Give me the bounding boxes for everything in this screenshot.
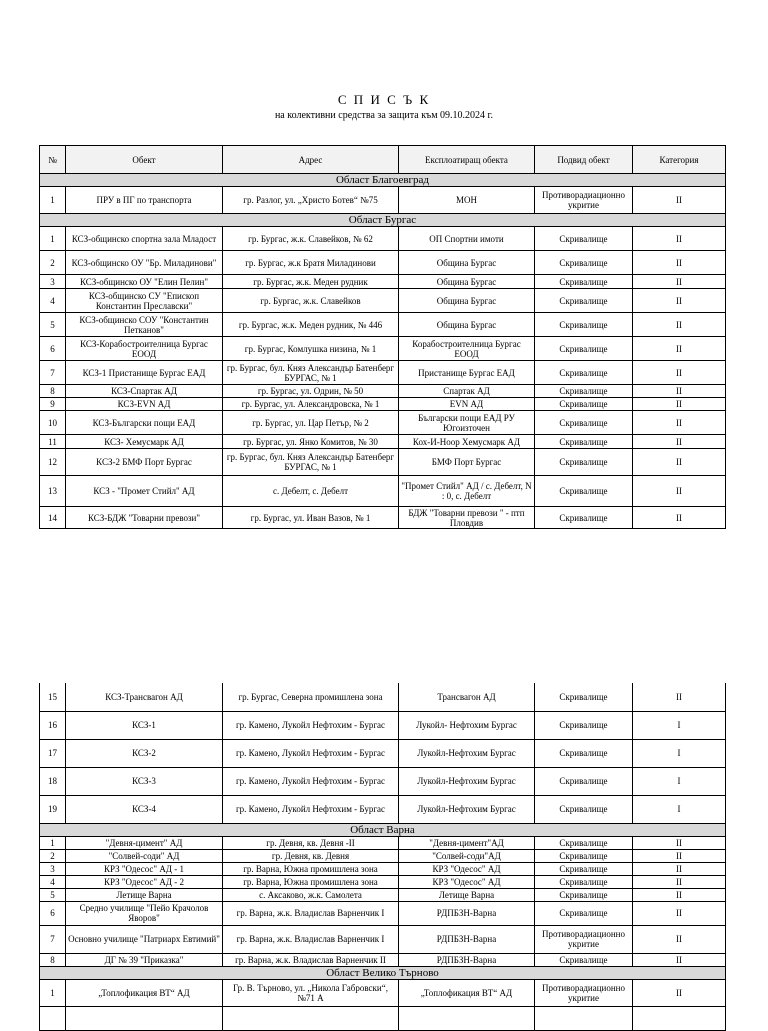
cell-object: КСЗ-2 БМФ Порт Бургас xyxy=(66,449,223,476)
cell-operator: Корабостроителница Бургас ЕООД xyxy=(399,337,535,361)
table-row xyxy=(40,476,726,507)
cell-address: гр. Бургас, ж.к Братя Миладинови xyxy=(223,251,399,275)
table-row xyxy=(40,849,726,862)
cell-subtype: Противорадиационно укритие xyxy=(535,979,633,1006)
table-row xyxy=(40,925,726,953)
cell-address: гр. Бургас, ж.к. Славейков, № 62 xyxy=(223,227,399,251)
cell-object: Летище Варна xyxy=(66,888,223,901)
cell-object: КСЗ-Български пощи ЕАД xyxy=(66,411,223,435)
cell-subtype: Скривалище xyxy=(535,251,633,275)
cell-subtype: Скривалище xyxy=(535,711,633,739)
cell-address: гр. Камено, Лукойл Нефтохим - Бургас xyxy=(223,711,399,739)
cell-address: гр. Бургас, бул. Княз Александър Батенберг БУРГАС, № 1 xyxy=(223,361,399,385)
table-header-row xyxy=(40,146,726,174)
cell-subtype: Скривалище xyxy=(535,901,633,925)
region-header-row xyxy=(40,174,726,187)
cell-category: II xyxy=(633,449,726,476)
cell-operator: БДЖ "Товарни превози " - птп Пловдив xyxy=(399,507,535,529)
cell-category: I xyxy=(633,739,726,767)
cell-address: гр. Разлог, ул. „Христо Ботев“ №75 xyxy=(223,187,399,214)
region-name: Област Благоевград xyxy=(40,174,726,187)
cell-number: 6 xyxy=(40,337,66,361)
cell-object: КСЗ-4 xyxy=(66,795,223,823)
cell-address: гр. Бургас, ул. Иван Вазов, № 1 xyxy=(223,507,399,529)
cell-object: КСЗ-общинско ОУ "Бр. Миладинови" xyxy=(66,251,223,275)
cell-number: 11 xyxy=(40,435,66,449)
cell-number: 2 xyxy=(40,251,66,275)
cell-number: 1 xyxy=(40,836,66,849)
cell-operator xyxy=(399,1006,535,1030)
cell-object: КРЗ "Одесос" АД - 1 xyxy=(66,862,223,875)
cell-operator: КРЗ "Одесос" АД xyxy=(399,862,535,875)
cell-operator: Пристанище Бургас ЕАД xyxy=(399,361,535,385)
cell-operator: МОН xyxy=(399,187,535,214)
table-row xyxy=(40,227,726,251)
table-row xyxy=(40,901,726,925)
cell-address: гр. Бургас, бул. Княз Александър Батенберг БУРГАС, № 1 xyxy=(223,449,399,476)
cell-number: 18 xyxy=(40,767,66,795)
cell-number: 17 xyxy=(40,739,66,767)
cell-address: гр. Бургас, ул. Цар Петър, № 2 xyxy=(223,411,399,435)
table-row xyxy=(40,888,726,901)
cell-category: II xyxy=(633,901,726,925)
cell-subtype: Скривалище xyxy=(535,275,633,289)
cell-category: II xyxy=(633,337,726,361)
cell-number: 16 xyxy=(40,711,66,739)
cell-category: II xyxy=(633,187,726,214)
cell-operator: ОП Спортни имоти xyxy=(399,227,535,251)
table-row xyxy=(40,435,726,449)
cell-number: 13 xyxy=(40,476,66,507)
cell-object: КСЗ-Спартак АД xyxy=(66,385,223,398)
cell-subtype: Противорадиационно укритие xyxy=(535,187,633,214)
cell-number: 5 xyxy=(40,888,66,901)
cell-subtype: Скривалище xyxy=(535,849,633,862)
cell-number: 8 xyxy=(40,953,66,966)
cell-number: 1 xyxy=(40,187,66,214)
header-address: Адрес xyxy=(223,146,399,174)
cell-category: II xyxy=(633,953,726,966)
cell-category: I xyxy=(633,711,726,739)
cell-operator: Лукойл-Нефтохим Бургас xyxy=(399,739,535,767)
cell-address: гр. Девня, кв. Девня -II xyxy=(223,836,399,849)
cell-category: II xyxy=(633,836,726,849)
table-row xyxy=(40,187,726,214)
cell-object: КСЗ-общинско СОУ "Константин Петканов" xyxy=(66,313,223,337)
cell-subtype: Скривалище xyxy=(535,953,633,966)
shelters-table-page-2 xyxy=(39,683,726,1031)
table-row xyxy=(40,411,726,435)
shelters-table-page-1 xyxy=(39,145,726,529)
cell-address: гр. Камено, Лукойл Нефтохим - Бургас xyxy=(223,739,399,767)
cell-object: "Солвей-соди" АД xyxy=(66,849,223,862)
table-row xyxy=(40,739,726,767)
cell-subtype: Скривалище xyxy=(535,767,633,795)
cell-category: II xyxy=(633,476,726,507)
cell-object: Основно училище "Патриарх Евтимий" xyxy=(66,925,223,953)
cell-subtype xyxy=(535,1006,633,1030)
region-name: Област Велико Търново xyxy=(40,966,726,979)
cell-address: гр. Камено, Лукойл Нефтохим - Бургас xyxy=(223,767,399,795)
cell-number: 7 xyxy=(40,925,66,953)
cell-operator: Български пощи ЕАД РУ Югоизточен xyxy=(399,411,535,435)
cell-object: КСЗ-2 xyxy=(66,739,223,767)
cell-category: II xyxy=(633,862,726,875)
cell-category: II xyxy=(633,251,726,275)
cell-operator: Летище Варна xyxy=(399,888,535,901)
cell-category: II xyxy=(633,925,726,953)
header-number: № xyxy=(40,146,66,174)
cell-operator: Трансвагон АД xyxy=(399,683,535,711)
cell-number: 19 xyxy=(40,795,66,823)
table-row xyxy=(40,979,726,1006)
cell-number: 3 xyxy=(40,275,66,289)
cell-operator: Община Бургас xyxy=(399,275,535,289)
cell-number: 4 xyxy=(40,289,66,313)
cell-category: II xyxy=(633,507,726,529)
cell-category: II xyxy=(633,313,726,337)
cell-category: II xyxy=(633,875,726,888)
cell-subtype: Скривалище xyxy=(535,888,633,901)
cell-subtype: Скривалище xyxy=(535,683,633,711)
cell-object: "Девня-цимент" АД xyxy=(66,836,223,849)
cell-address xyxy=(223,1006,399,1030)
cell-object: КСЗ-общинско ОУ "Елин Пелин" xyxy=(66,275,223,289)
cell-object: Средно училище "Пейо Крачолов Яворов" xyxy=(66,901,223,925)
region-header-row xyxy=(40,966,726,979)
cell-operator: РДПБЗН-Варна xyxy=(399,925,535,953)
cell-object: КСЗ-Трансвагон АД xyxy=(66,683,223,711)
cell-operator: РДПБЗН-Варна xyxy=(399,953,535,966)
cell-category: II xyxy=(633,385,726,398)
table-row xyxy=(40,385,726,398)
table-row xyxy=(40,953,726,966)
cell-object: КСЗ-Корабостроителница Бургас ЕООД xyxy=(66,337,223,361)
cell-subtype: Скривалище xyxy=(535,313,633,337)
cell-address: Гр. В. Търново, ул. „Никола Габровски“, №71 А xyxy=(223,979,399,1006)
table-row xyxy=(40,275,726,289)
cell-object: КСЗ- Хемусмарк АД xyxy=(66,435,223,449)
cell-subtype: Скривалище xyxy=(535,385,633,398)
cell-number: 2 xyxy=(40,849,66,862)
table-row xyxy=(40,1006,726,1030)
cell-subtype: Скривалище xyxy=(535,435,633,449)
cell-address: гр. Бургас, ул. Александровска, № 1 xyxy=(223,398,399,411)
cell-object: КСЗ-3 xyxy=(66,767,223,795)
cell-address: гр. Варна, ж.к. Владислав Варненчик II xyxy=(223,953,399,966)
cell-category: II xyxy=(633,888,726,901)
cell-operator: Лукойл-Нефтохим Бургас xyxy=(399,767,535,795)
cell-category: II xyxy=(633,435,726,449)
cell-address: гр. Варна, ж.к. Владислав Варненчик I xyxy=(223,925,399,953)
cell-object xyxy=(66,1006,223,1030)
header-object: Обект xyxy=(66,146,223,174)
cell-address: гр. Варна, Южна промишлена зона xyxy=(223,862,399,875)
cell-subtype: Скривалище xyxy=(535,361,633,385)
region-name: Област Бургас xyxy=(40,214,726,227)
cell-category xyxy=(633,1006,726,1030)
table-row xyxy=(40,683,726,711)
document-title: С П И С Ъ К xyxy=(337,92,431,107)
cell-subtype: Скривалище xyxy=(535,289,633,313)
table-row xyxy=(40,289,726,313)
table-row xyxy=(40,507,726,529)
table-row xyxy=(40,767,726,795)
region-header-row xyxy=(40,214,726,227)
cell-subtype: Скривалище xyxy=(535,836,633,849)
cell-address: с. Дебелт, с. Дебелт xyxy=(223,476,399,507)
cell-number: 12 xyxy=(40,449,66,476)
cell-number: 4 xyxy=(40,875,66,888)
table-row xyxy=(40,337,726,361)
header-subtype: Подвид обект xyxy=(535,146,633,174)
cell-operator: "Девня-цимент"АД xyxy=(399,836,535,849)
cell-number: 14 xyxy=(40,507,66,529)
cell-object: КРЗ "Одесос" АД - 2 xyxy=(66,875,223,888)
cell-number: 8 xyxy=(40,385,66,398)
cell-subtype: Скривалище xyxy=(535,398,633,411)
cell-address: гр. Камено, Лукойл Нефтохим - Бургас xyxy=(223,795,399,823)
cell-number: 1 xyxy=(40,227,66,251)
cell-category: II xyxy=(633,361,726,385)
cell-category: I xyxy=(633,767,726,795)
cell-number: 1 xyxy=(40,979,66,1006)
cell-operator: Община Бургас xyxy=(399,313,535,337)
cell-object: КСЗ-общинско СУ "Епископ Константин Преславски" xyxy=(66,289,223,313)
cell-number: 9 xyxy=(40,398,66,411)
cell-address: гр. Бургас, ж.к. Меден рудник xyxy=(223,275,399,289)
cell-object: КСЗ-1 xyxy=(66,711,223,739)
cell-address: гр. Бургас, ул. Янко Комитов, № 30 xyxy=(223,435,399,449)
cell-operator: „Топлофикация ВТ“ АД xyxy=(399,979,535,1006)
cell-category: II xyxy=(633,411,726,435)
cell-address: гр. Варна, ж.к. Владислав Варненчик I xyxy=(223,901,399,925)
cell-category: II xyxy=(633,979,726,1006)
cell-operator: КРЗ "Одесос" АД xyxy=(399,875,535,888)
cell-subtype: Скривалище xyxy=(535,476,633,507)
cell-address: гр. Бургас, ул. Одрин, № 50 xyxy=(223,385,399,398)
cell-address: гр. Девня, кв. Девня xyxy=(223,849,399,862)
cell-operator: Лукойл- Нефтохим Бургас xyxy=(399,711,535,739)
table-row xyxy=(40,361,726,385)
header-category: Категория xyxy=(633,146,726,174)
cell-subtype: Скривалище xyxy=(535,795,633,823)
cell-subtype: Скривалище xyxy=(535,227,633,251)
cell-operator: Кох-И-Ноор Хемусмарк АД xyxy=(399,435,535,449)
cell-category: II xyxy=(633,849,726,862)
cell-number: 6 xyxy=(40,901,66,925)
cell-address: гр. Бургас, Северна промишлена зона xyxy=(223,683,399,711)
table-row xyxy=(40,398,726,411)
cell-number: 15 xyxy=(40,683,66,711)
cell-object: ДГ № 39 "Приказка" xyxy=(66,953,223,966)
cell-operator: EVN АД xyxy=(399,398,535,411)
cell-operator: Община Бургас xyxy=(399,289,535,313)
cell-number: 3 xyxy=(40,862,66,875)
region-name: Област Варна xyxy=(40,823,726,836)
cell-subtype: Скривалище xyxy=(535,507,633,529)
cell-address: гр. Варна, Южна промишлена зона xyxy=(223,875,399,888)
cell-number: 5 xyxy=(40,313,66,337)
table-row xyxy=(40,313,726,337)
cell-number xyxy=(40,1006,66,1030)
cell-operator: "Солвей-соди"АД xyxy=(399,849,535,862)
cell-operator: Спартак АД xyxy=(399,385,535,398)
cell-object: КСЗ-общинско спортна зала Младост xyxy=(66,227,223,251)
cell-object: КСЗ - "Промет Стийл" АД xyxy=(66,476,223,507)
table-row xyxy=(40,711,726,739)
cell-subtype: Скривалище xyxy=(535,875,633,888)
table-row xyxy=(40,875,726,888)
cell-object: КСЗ-1 Пристанище Бургас ЕАД xyxy=(66,361,223,385)
cell-object: КСЗ-БДЖ "Товарни превози" xyxy=(66,507,223,529)
cell-subtype: Скривалище xyxy=(535,449,633,476)
cell-object: ПРУ в ПГ по транспорта xyxy=(66,187,223,214)
cell-address: гр. Бургас, Комлушка низина, № 1 xyxy=(223,337,399,361)
cell-operator: РДПБЗН-Варна xyxy=(399,901,535,925)
cell-category: II xyxy=(633,275,726,289)
cell-category: II xyxy=(633,289,726,313)
cell-object: „Топлофикация ВТ“ АД xyxy=(66,979,223,1006)
cell-address: гр. Бургас, ж.к. Славейков xyxy=(223,289,399,313)
document-subtitle: на колективни средства за защита към 09.10.2024 г. xyxy=(274,110,494,121)
cell-object: КСЗ-EVN АД xyxy=(66,398,223,411)
cell-address: гр. Бургас, ж.к. Меден рудник, № 446 xyxy=(223,313,399,337)
table-row xyxy=(40,251,726,275)
cell-subtype: Скривалище xyxy=(535,411,633,435)
table-row xyxy=(40,449,726,476)
cell-operator: "Промет Стийл" АД / с. Дебелт, N : 0, с. Дебелт xyxy=(399,476,535,507)
cell-subtype: Скривалище xyxy=(535,862,633,875)
cell-operator: БМФ Порт Бургас xyxy=(399,449,535,476)
cell-number: 7 xyxy=(40,361,66,385)
header-operator: Експлоатиращ обекта xyxy=(399,146,535,174)
cell-subtype: Скривалище xyxy=(535,337,633,361)
region-header-row xyxy=(40,823,726,836)
cell-category: I xyxy=(633,795,726,823)
cell-operator: Лукойл-Нефтохим Бургас xyxy=(399,795,535,823)
table-row xyxy=(40,862,726,875)
cell-category: II xyxy=(633,398,726,411)
cell-address: с. Аксаково, ж.к. Самолета xyxy=(223,888,399,901)
cell-number: 10 xyxy=(40,411,66,435)
cell-subtype: Противорадиационно укритие xyxy=(535,925,633,953)
cell-category: II xyxy=(633,683,726,711)
table-row xyxy=(40,795,726,823)
table-row xyxy=(40,836,726,849)
cell-operator: Община Бургас xyxy=(399,251,535,275)
cell-subtype: Скривалище xyxy=(535,739,633,767)
cell-category: II xyxy=(633,227,726,251)
